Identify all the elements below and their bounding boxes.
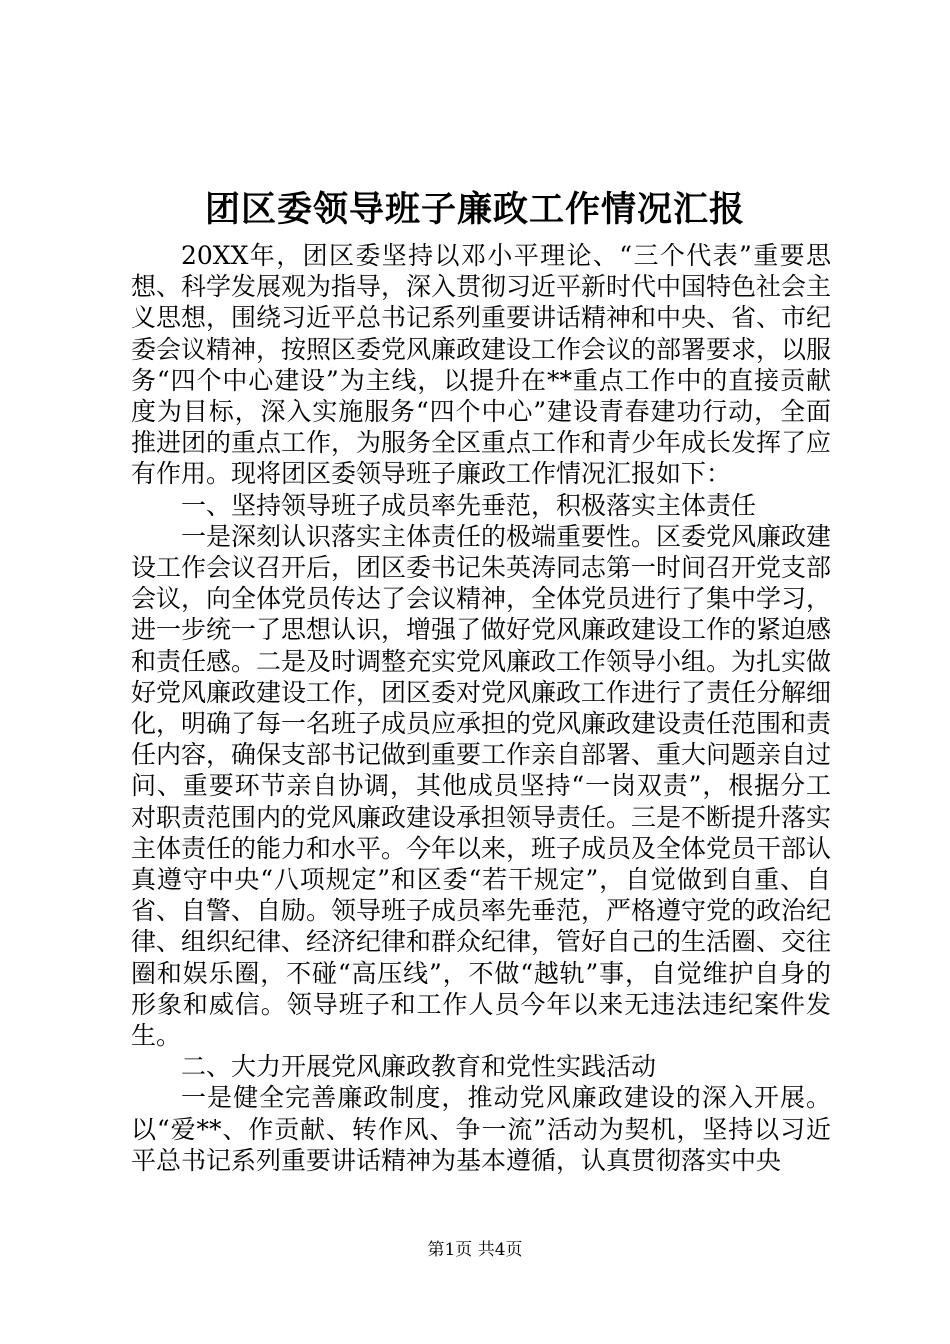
document-body (131, 240, 831, 1176)
section-heading-1: 一、坚持领导班子成员率先垂范，积极落实主体责任 (181, 490, 757, 520)
document-title: 团区委领导班子廉政工作情况汇报 (204, 189, 745, 230)
intro-paragraph: 20XX年，团区委坚持以邓小平理论、“三个代表”重要思想、科学发展观为指导，深入贯彻习近平新时代中国特色社会主义思想，围绕习近平总书记系列重要讲话精神和中央、省、市纪委会议精神，按照区委党风廉政建设工作会议的部署要求，以服务“四个中心建设”为主线，以提升在**重点工作中的直接贡献度为目标，深入实施服务“四个中心”建设青春建功行动，全面推进团的重点工作，为服务全区重点工作和青少年成长发挥了应有作用。现将团区委领导班子廉政工作情况汇报如下： (131, 241, 832, 489)
section-2-paragraph: 一是健全完善廉政制度，推动党风廉政建设的深入开展。以“爱**、作贡献、转作风、争一流”活动为契机，坚持以习近平总书记系列重要讲话精神为基本遵循，认真贯彻落实中央 (131, 1083, 831, 1175)
section-heading-2: 二、大力开展党风廉政教育和党性实践活动 (181, 1052, 657, 1082)
section-1-paragraph: 一是深刻认识落实主体责任的极端重要性。区委党风廉政建设工作会议召开后，团区委书记朱英涛同志第一时间召开党支部会议，向全体党员传达了会议精神，全体党员进行了集中学习，进一步统一了思想认识，增强了做好党风廉政建设工作的紧迫感和责任感。二是及时调整充实党风廉政工作领导小组。为扎实做好党风廉政建设工作，团区委对党风廉政工作进行了责任分解细化，明确了每一名班子成员应承担的党风廉政建设责任范围和责任内容，确保支部书记做到重要工作亲自部署、重大问题亲自过问、重要环节亲自协调，其他成员坚持“一岗双责”，根据分工对职责范围内的党风廉政建设承担领导责任。三是不断提升落实主体责任的能力和水平。今年以来，班子成员及全体党员干部认真遵守中央“八项规定”和区委“若干规定”，自觉做到自重、自省、自警、自励。领导班子成员率先垂范，严格遵守党的政治纪律、组织纪律、经济纪律和群众纪律，管好自己的生活圈、交往圈和娱乐圈，不碰“高压线”，不做“越轨”事，自觉维护自身的形象和威信。领导班子和工作人员今年以来无违法违纪案件发生。 (131, 521, 832, 1051)
page-number-footer: 第1页 共4页 (427, 1240, 523, 1260)
